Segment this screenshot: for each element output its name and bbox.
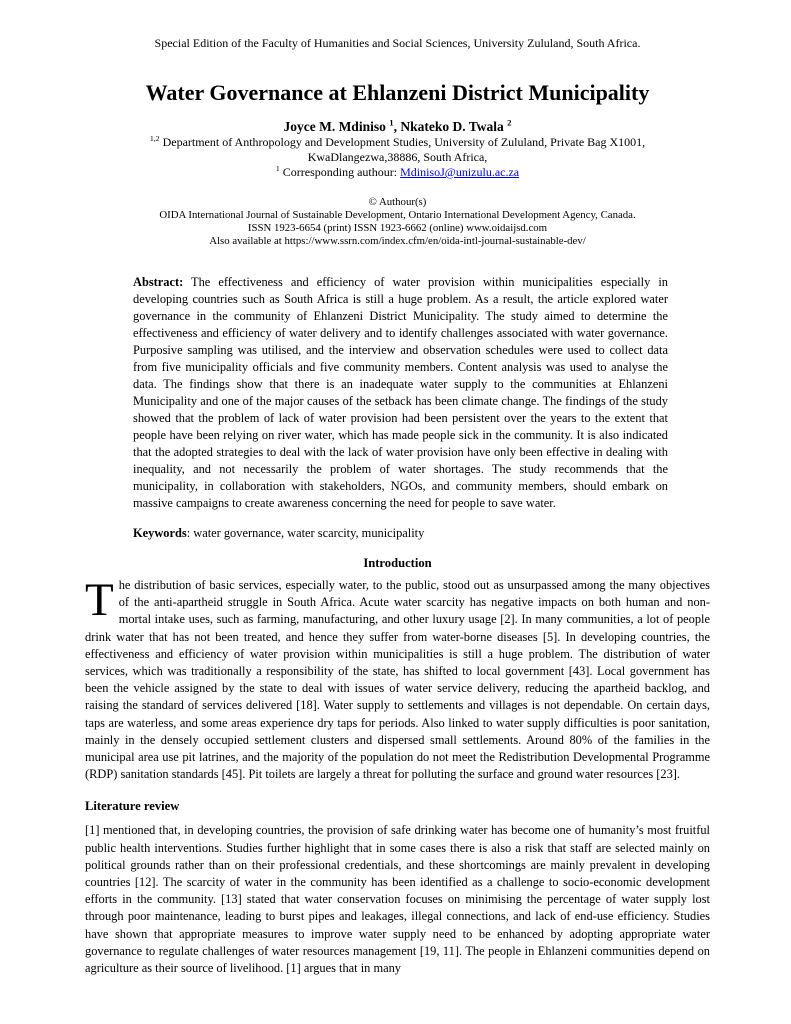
introduction-paragraph xyxy=(85,574,710,783)
abstract-label: Abstract: xyxy=(133,275,184,289)
page-title: Water Governance at Ehlanzeni District Municipality xyxy=(145,80,650,105)
literature-review-heading: Literature review xyxy=(85,799,180,814)
author-1-name: Joyce M. Mdiniso xyxy=(283,119,390,134)
author-2-name: Nkateko D. Twala xyxy=(400,119,508,134)
authors-line xyxy=(85,119,710,135)
keywords-line xyxy=(133,525,668,542)
corresponding-author-line: $^1$ Corresponding authour: MdinisoJ@unizulu.ac.za xyxy=(275,164,520,179)
affiliation-dept-line: $^{1,2}$ Department of Anthropology and Development Studies, University of Zululand, Private Bag X1001, xyxy=(149,134,646,149)
imprint-block xyxy=(85,196,710,248)
availability-line: Also available at https://www.ssrn.com/index.cfm/en/oida-intl-journal-sustainable-dev/ xyxy=(209,235,586,247)
corresponding-email-link[interactable]: MdinisoJ@unizulu.ac.za xyxy=(400,165,520,179)
corresponding-superscript: 1 xyxy=(275,164,280,173)
literature-review-paragraph: [1] mentioned that, in developing countries, the provision of safe drinking water has become one of humanity’s most fruitful public health interventions. Studies further highlight that in some cases there is also a risk that staff are selected mainly on political grounds rather than on their professional credentials, and these shortcomings are mainly prevalent in developing countries [12]. The scarcity of water in the community has been identified as a challenge to socio-economic development efforts in the community. [13] stated that water conservation focuses on minimising the percentage of water supply lost through poor maintenance, leading to burst pipes and leakages, illegal connections, and lack of end-use efficiency. Studies have shown that appropriate measures to improve water supply need to be enhanced by adopting appropriate water governance to regulate challenges of water resources management [19, 11]. The people in Ehlanzeni communities depend on agriculture as their source of livelihood. [1] argues that in many xyxy=(85,823,710,976)
introduction-heading: Introduction xyxy=(363,556,432,570)
journal-header-note: Special Edition of the Faculty of Humanities and Social Sciences, University Zululand, South Africa. xyxy=(154,36,641,50)
author-separator: , xyxy=(393,119,401,134)
author-1-superscript: 1 xyxy=(389,117,394,128)
affiliation-block xyxy=(85,135,710,180)
abstract-text: The effectiveness and efficiency of water provision within municipalities especially in developing countries such as South Africa is still a huge problem. As a result, the article explored water governance in the community of Ehlanzeni District Municipality. The study aimed to determine the effectiveness and efficiency of water delivery and to identify challenges associated with water governance. Purposive sampling was utilised, and the interview and observation schedules were used to collect data from five municipality officials and five community members. Content analysis was used to analyse the data. The findings show that there is an inadequate water supply to the communities at Ehlanzeni Municipality and one of the major causes of the setback has been climate change. The findings of the study showed that the problem of lack of water provision had been persistent over the years to the extent that people have been relying on river water, which has made people sick in the community. It is also indicated that the adopted strategies to deal with the lack of water provision have only been effective in dealing with inequality, and not necessarily the problem of water shortages. The study recommends that the municipality, in collaboration with stakeholders, NGOs, and community members, should embark on massive campaigns to create awareness concerning the need for people to save water. xyxy=(133,275,668,510)
keywords-text: : water governance, water scarcity, municipality xyxy=(186,526,425,540)
introduction-dropcap: T xyxy=(85,574,114,626)
author-2-superscript: 2 xyxy=(507,117,512,128)
copyright-line: © Authour(s) xyxy=(368,196,427,208)
affiliation-address-line: KwaDlangezwa,38886, South Africa, xyxy=(307,150,488,164)
abstract-paragraph xyxy=(133,274,668,512)
journal-line: OIDA International Journal of Sustainable Development, Ontario International Development Agency, Canada. xyxy=(159,209,636,221)
keywords-label: Keywords xyxy=(133,526,187,540)
affiliation-superscript: 1,2 xyxy=(149,134,160,143)
issn-line: ISSN 1923-6654 (print) ISSN 1923-6662 (online) www.oidaijsd.com xyxy=(247,222,548,234)
introduction-text: he distribution of basic services, especially water, to the public, stood out as unsurpassed among the many objectives of the anti-apartheid struggle in South Africa. Acute water scarcity has negative impacts on both human and non-mortal intake uses, such as farming, manufacturing, and other luxury usage [2]. In many communities, a lot of people drink water that has not been treated, and hence they suffer from water-borne diseases [5]. In developing countries, the effectiveness and efficiency of water provision within municipalities is still a huge problem. The distribution of water services, which was traditionally a responsibility of the state, has shifted to local government [43]. Local government has been the vehicle assigned by the state to deal with issues of water service delivery, reducing the apartheid backlog, and raising the standard of services delivered [18]. Water supply to settlements and villages is not dependable. On certain days, taps are waterless, and some areas experience dry taps for periods. Also linked to water supply difficulties is poor sanitation, mainly in the densely occupied settlement clusters and dispersed small settlements. Around 80% of the families in the municipal area use pit latrines, and the majority of the population do not meet the Redistribution Developmental Programme (RDP) sanitation standards [45]. Pit toilets are largely a threat for polluting the surface and ground water resources [23]. xyxy=(85,578,710,782)
